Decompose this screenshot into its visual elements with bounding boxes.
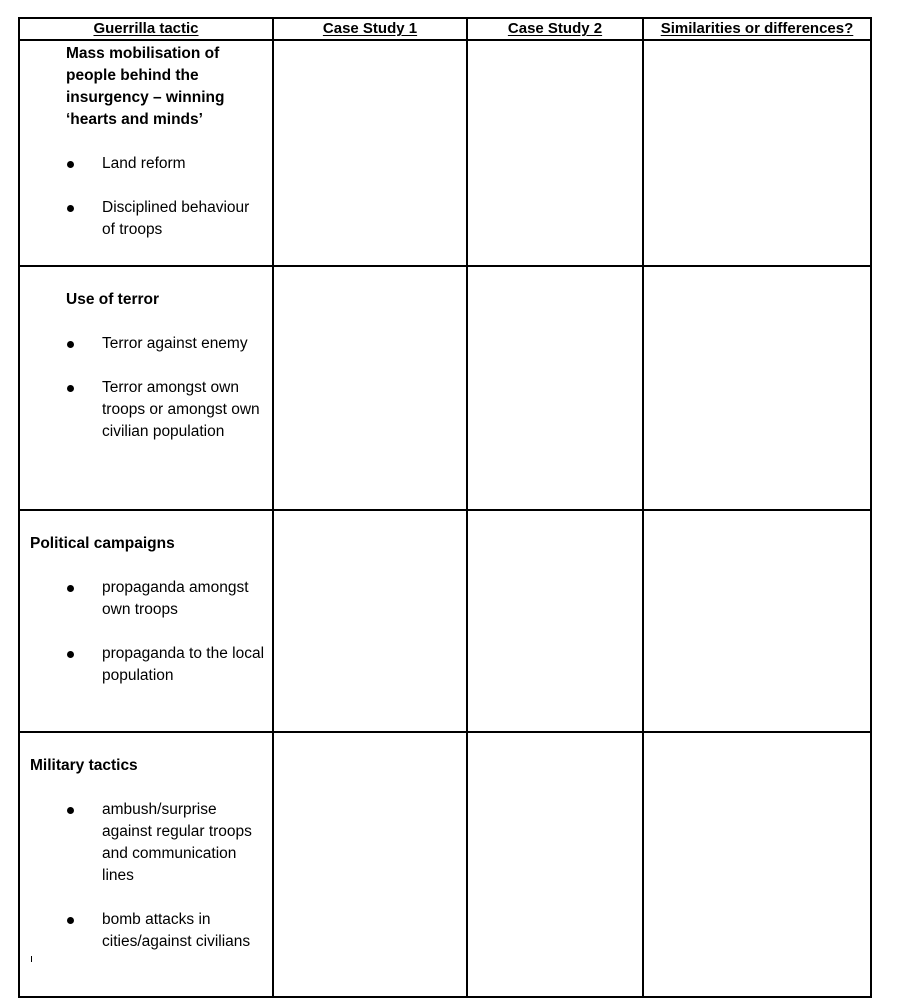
header-row [19,18,871,40]
case-study-2-cell[interactable] [467,510,643,732]
bullet-item: Disciplined behaviour of troops [20,197,272,241]
bullet-item: Terror against enemy [20,333,272,355]
case-study-1-cell[interactable] [273,732,467,997]
table-row [19,40,871,266]
similarities-cell[interactable] [643,732,871,997]
similarities-cell[interactable] [643,266,871,510]
tactic-cell-use-of-terror [19,266,273,510]
table-row [19,732,871,997]
tactic-cell-military-tactics [19,732,273,997]
header-guerrilla-tactic: Guerrilla tactic [19,18,273,40]
case-study-1-cell[interactable] [273,266,467,510]
header-similarities: Similarities or differences? [643,18,871,40]
case-study-1-cell[interactable] [273,510,467,732]
case-study-2-cell[interactable] [467,266,643,510]
case-study-2-cell[interactable] [467,40,643,266]
case-study-2-cell[interactable] [467,732,643,997]
bullet-list [20,333,272,443]
bullet-item: propaganda amongst own troops [20,577,272,621]
bullet-list [20,577,272,687]
bullet-item: ambush/surprise against regular troops and communication lines [20,799,272,887]
case-study-1-cell[interactable] [273,40,467,266]
header-case-study-1: Case Study 1 [273,18,467,40]
tactic-cell-political-campaigns [19,510,273,732]
similarities-cell[interactable] [643,510,871,732]
tactic-title: Use of terror [66,291,160,308]
bullet-item: propaganda to the local population [20,643,272,687]
table-row [19,510,871,732]
bullet-list [20,799,272,953]
tactic-title: Military tactics [30,757,138,774]
tactic-title: Mass mobilisation of people behind the insurgency – winning ‘hearts and minds’ [66,45,225,128]
text-cursor [31,956,32,962]
tactic-title: Political campaigns [30,535,175,552]
tactic-cell-mass-mobilisation [19,40,273,266]
tactics-comparison-table [18,17,872,998]
bullet-item: Land reform [20,153,272,175]
table-row [19,266,871,510]
bullet-item: bomb attacks in cities/against civilians [20,909,272,953]
similarities-cell[interactable] [643,40,871,266]
bullet-item: Terror amongst own troops or amongst own civilian population [20,377,272,443]
bullet-list [20,153,272,241]
header-case-study-2: Case Study 2 [467,18,643,40]
